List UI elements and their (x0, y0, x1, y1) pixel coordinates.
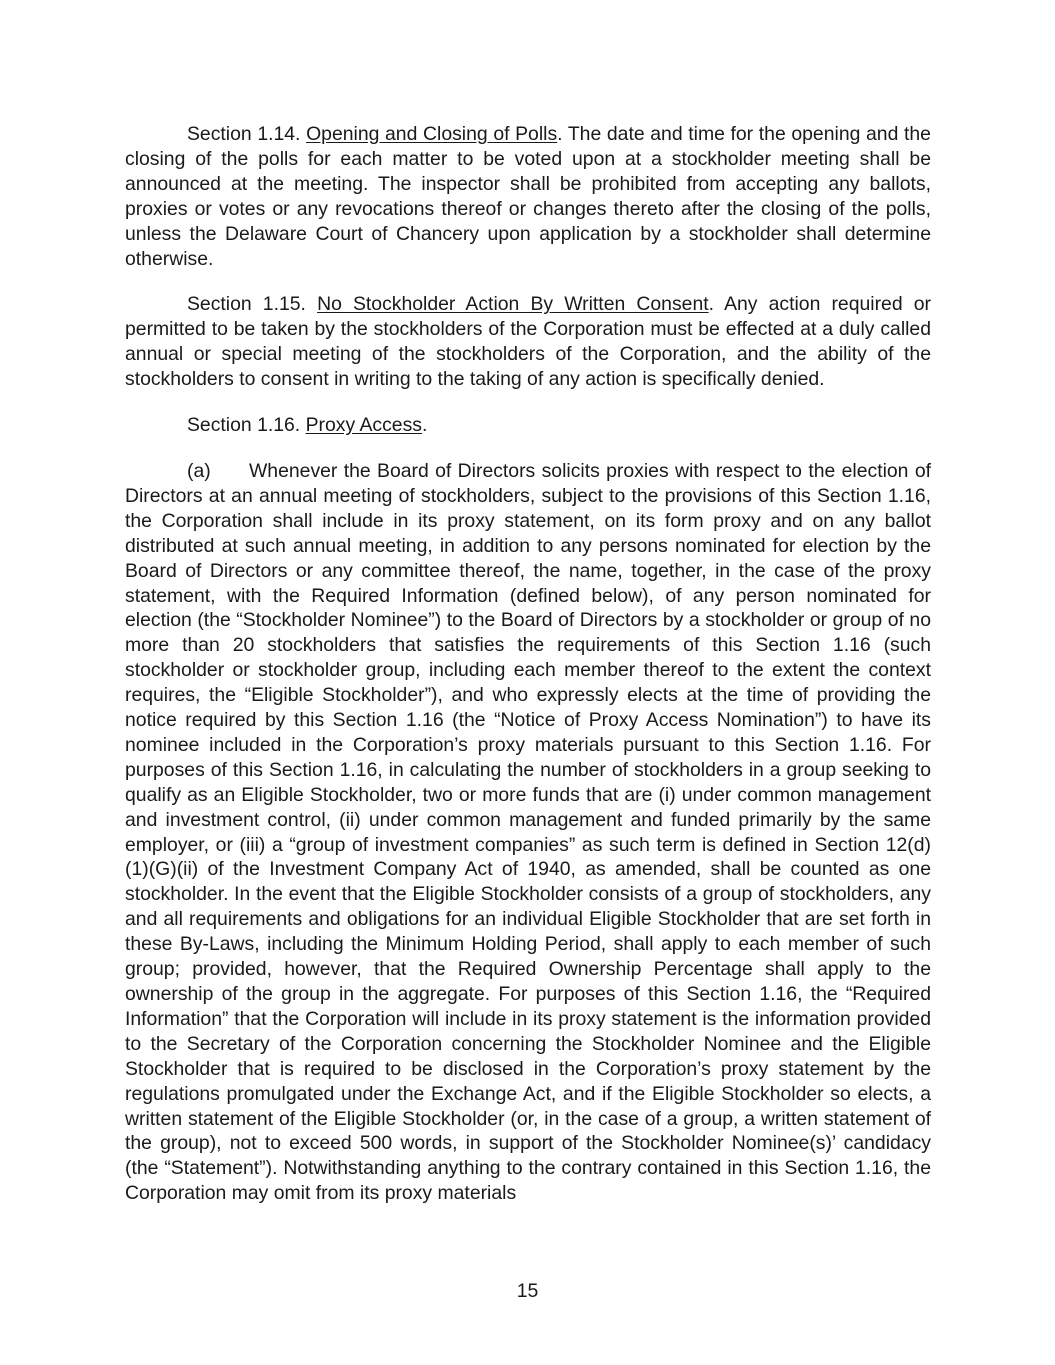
section-1-15 (125, 292, 931, 392)
subsection-a-body: Whenever the Board of Directors solicits proxies with respect to the election of Directors at an annual meeting of stockholders, subject to the provisions of this Section 1.16, the Corporation shall include in its proxy statement, on its form proxy and on any ballot distributed at such annual meeting, in addition to any persons nominated for election by the Board of Directors or any committee thereof, the name, together, in the case of the proxy statement, with the Required Information (defined below), of any person nominated for election (the “Stockholder Nominee”) to the Board of Directors by a stockholder or group of no more than 20 stockholders that satisfies the requirements of this Section 1.16 (such stockholder or stockholder group, including each member thereof to the extent the context requires, the “Eligible Stockholder”), and who expressly elects at the time of providing the notice required by this Section 1.16 (the “Notice of Proxy Access Nomination”) to have its nominee included in the Corporation’s proxy materials pursuant to this Section 1.16. For purposes of this Section 1.16, in calculating the number of stockholders in a group seeking to qualify as an Eligible Stockholder, two or more funds that are (i) under common management and investment control, (ii) under common management and funded primarily by the same employer, or (iii) a “group of investment companies” as such term is defined in Section 12(d)(1)(G)(ii) of the Investment Company Act of 1940, as amended, shall be counted as one stockholder. In the event that the Eligible Stockholder consists of a group of stockholders, any and all requirements and obligations for an individual Eligible Stockholder that are set forth in these By-Laws, including the Minimum Holding Period, shall apply to each member of such group; provided, however, that the Required Ownership Percentage shall apply to the ownership of the group in the aggregate. For purposes of this Section 1.16, the “Required Information” that the Corporation will include in its proxy statement is the information provided to the Secretary of the Corporation concerning the Stockholder Nominee and the Eligible Stockholder that is required to be disclosed in the Corporation’s proxy statement by the regulations promulgated under the Exchange Act, and if the Eligible Stockholder so elects, a written statement of the Eligible Stockholder (or, in the case of a group, a written statement of the group), not to exceed 500 words, in support of the Stockholder Nominee(s)’ candidacy (the “Statement”). Notwithstanding anything to the contrary contained in this Section 1.16, the Corporation may omit from its proxy materials (125, 459, 931, 1205)
section-1-15-number: Section 1.15. (187, 293, 318, 316)
document-page (125, 122, 931, 1206)
section-1-16-number: Section 1.16. (187, 414, 306, 437)
section-1-14-number: Section 1.14. (187, 123, 307, 145)
section-1-16 (125, 413, 931, 438)
section-1-16-a (125, 459, 931, 1206)
section-1-14-heading: Opening and Closing of Polls (306, 123, 558, 145)
section-1-15-heading: No Stockholder Action By Written Consent (317, 293, 709, 316)
section-1-16-body: . (421, 414, 428, 437)
subsection-a-label: (a) (187, 459, 211, 482)
section-1-14-body: . The date and time for the opening and the closing of the polls for each matter to be voted upon at a stockholder meeting shall be announced at the meeting. The inspector shall be prohibited from accepting any ballots, proxies or votes or any revocations thereof or changes thereto after the closing of the polls, unless the Delaware Court of Chancery upon application by a stockholder shall determine otherwise. (125, 123, 931, 270)
page-number: 15 (516, 1280, 539, 1302)
section-1-15-body: . Any action required or permitted to be taken by the stockholders of the Corporation must be effected at a duly called annual or special meeting of the stockholders of the Corporation, and the ability of the stockholders to consent in writing to the taking of any action is specifically denied. (125, 293, 931, 391)
section-1-16-heading: Proxy Access (305, 414, 422, 437)
section-1-14 (125, 122, 931, 271)
